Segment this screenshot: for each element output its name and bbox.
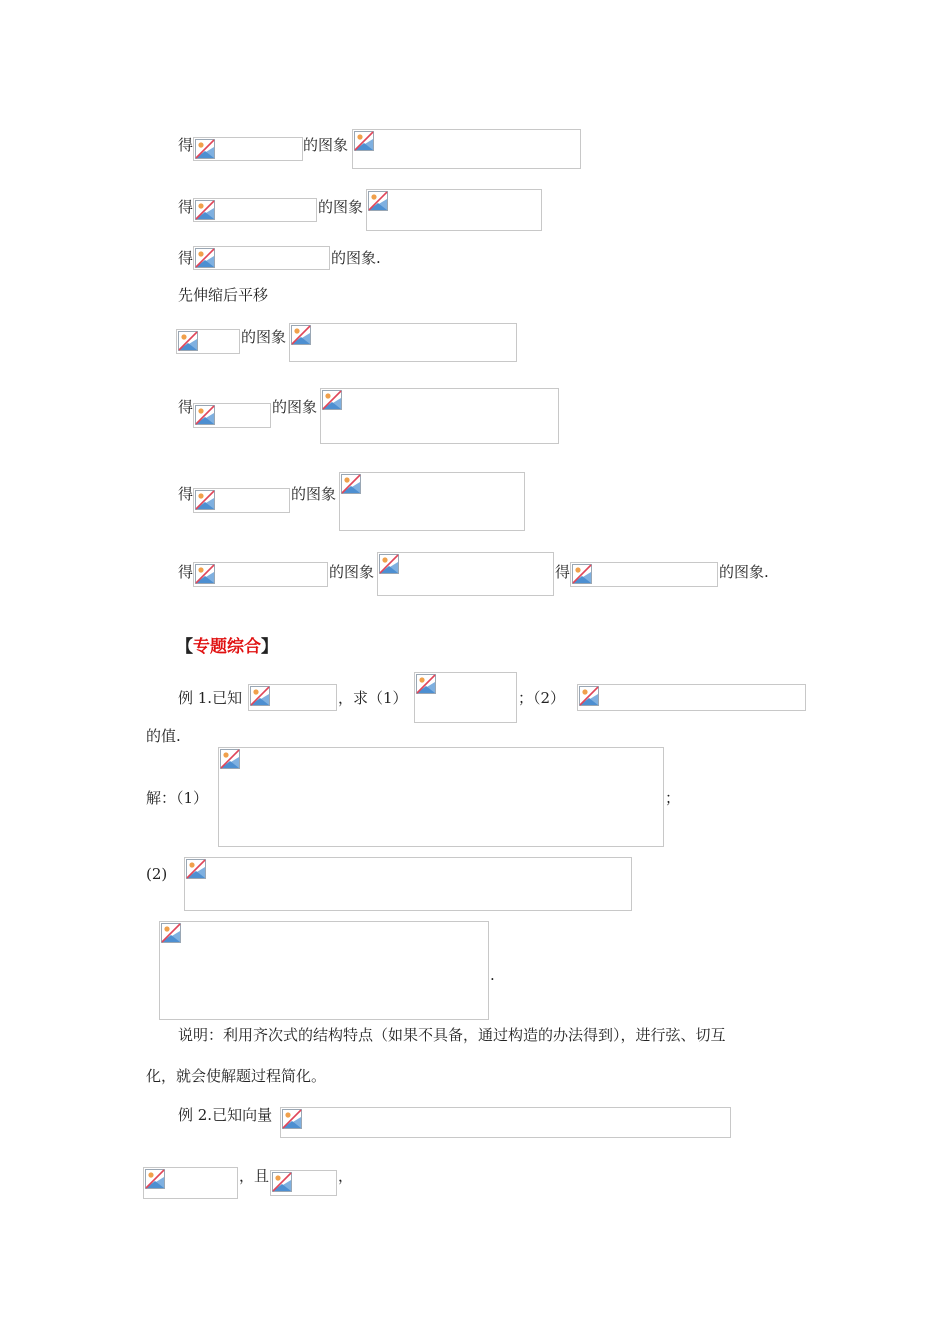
text: ， (338, 1167, 354, 1185)
text: 的图象 (272, 398, 318, 416)
formula-image (352, 129, 581, 169)
text: 的图象 (318, 198, 364, 216)
formula-image (176, 329, 240, 354)
text: 得 (178, 136, 194, 154)
text: 的图象 (241, 328, 287, 346)
formula-image (414, 672, 517, 723)
example2-intro: 例 2.已知向量 (178, 1106, 273, 1124)
formula-image (193, 246, 330, 270)
formula-image (159, 921, 489, 1020)
formula-image (193, 198, 317, 222)
formula-image (570, 562, 718, 587)
text: 得 (178, 398, 194, 416)
formula-image (193, 562, 328, 587)
formula-image (193, 488, 290, 513)
formula-image (143, 1167, 238, 1199)
text: 得 (178, 249, 194, 267)
text: 得 (178, 198, 194, 216)
text: ，且 (239, 1167, 270, 1185)
formula-image (218, 747, 664, 847)
formula-image (339, 472, 525, 531)
text: ；（2） (518, 689, 566, 707)
text: 的图象 (303, 136, 349, 154)
text: 的图象. (331, 249, 381, 267)
formula-image (270, 1170, 337, 1196)
formula-image (377, 552, 554, 596)
part2-label: (2) (146, 865, 168, 883)
formula-image (193, 137, 303, 161)
formula-image (289, 323, 517, 362)
text: 的图象 (291, 485, 337, 503)
formula-image (320, 388, 559, 444)
section-heading (176, 637, 278, 657)
section-title: 专题综合 (193, 637, 261, 657)
text: 先伸缩后平移 (178, 286, 269, 304)
text: ； (665, 789, 681, 807)
formula-image (366, 189, 542, 231)
solution-label: 解：（1） (146, 789, 209, 807)
example1-intro: 例 1.已知 (178, 689, 243, 707)
text: 得 (178, 563, 194, 581)
text: 的值. (146, 727, 181, 745)
formula-image (577, 684, 806, 711)
formula-image (184, 857, 632, 911)
formula-image (193, 403, 271, 428)
text: 的图象 (329, 563, 375, 581)
text: 得 (178, 485, 194, 503)
text: 的图象. (719, 563, 769, 581)
formula-image (248, 684, 337, 711)
formula-image (280, 1107, 731, 1138)
note-line: 化，就会使解题过程简化。 (146, 1067, 327, 1085)
bracket-close: 】 (261, 637, 278, 657)
bracket-open: 【 (176, 637, 193, 657)
note-line: 说明：利用齐次式的结构特点（如果不具备，通过构造的办法得到），进行弦、切互 (178, 1026, 726, 1044)
text: 得 (555, 563, 571, 581)
text: ，求（1） (338, 689, 408, 707)
text: . (490, 966, 495, 984)
